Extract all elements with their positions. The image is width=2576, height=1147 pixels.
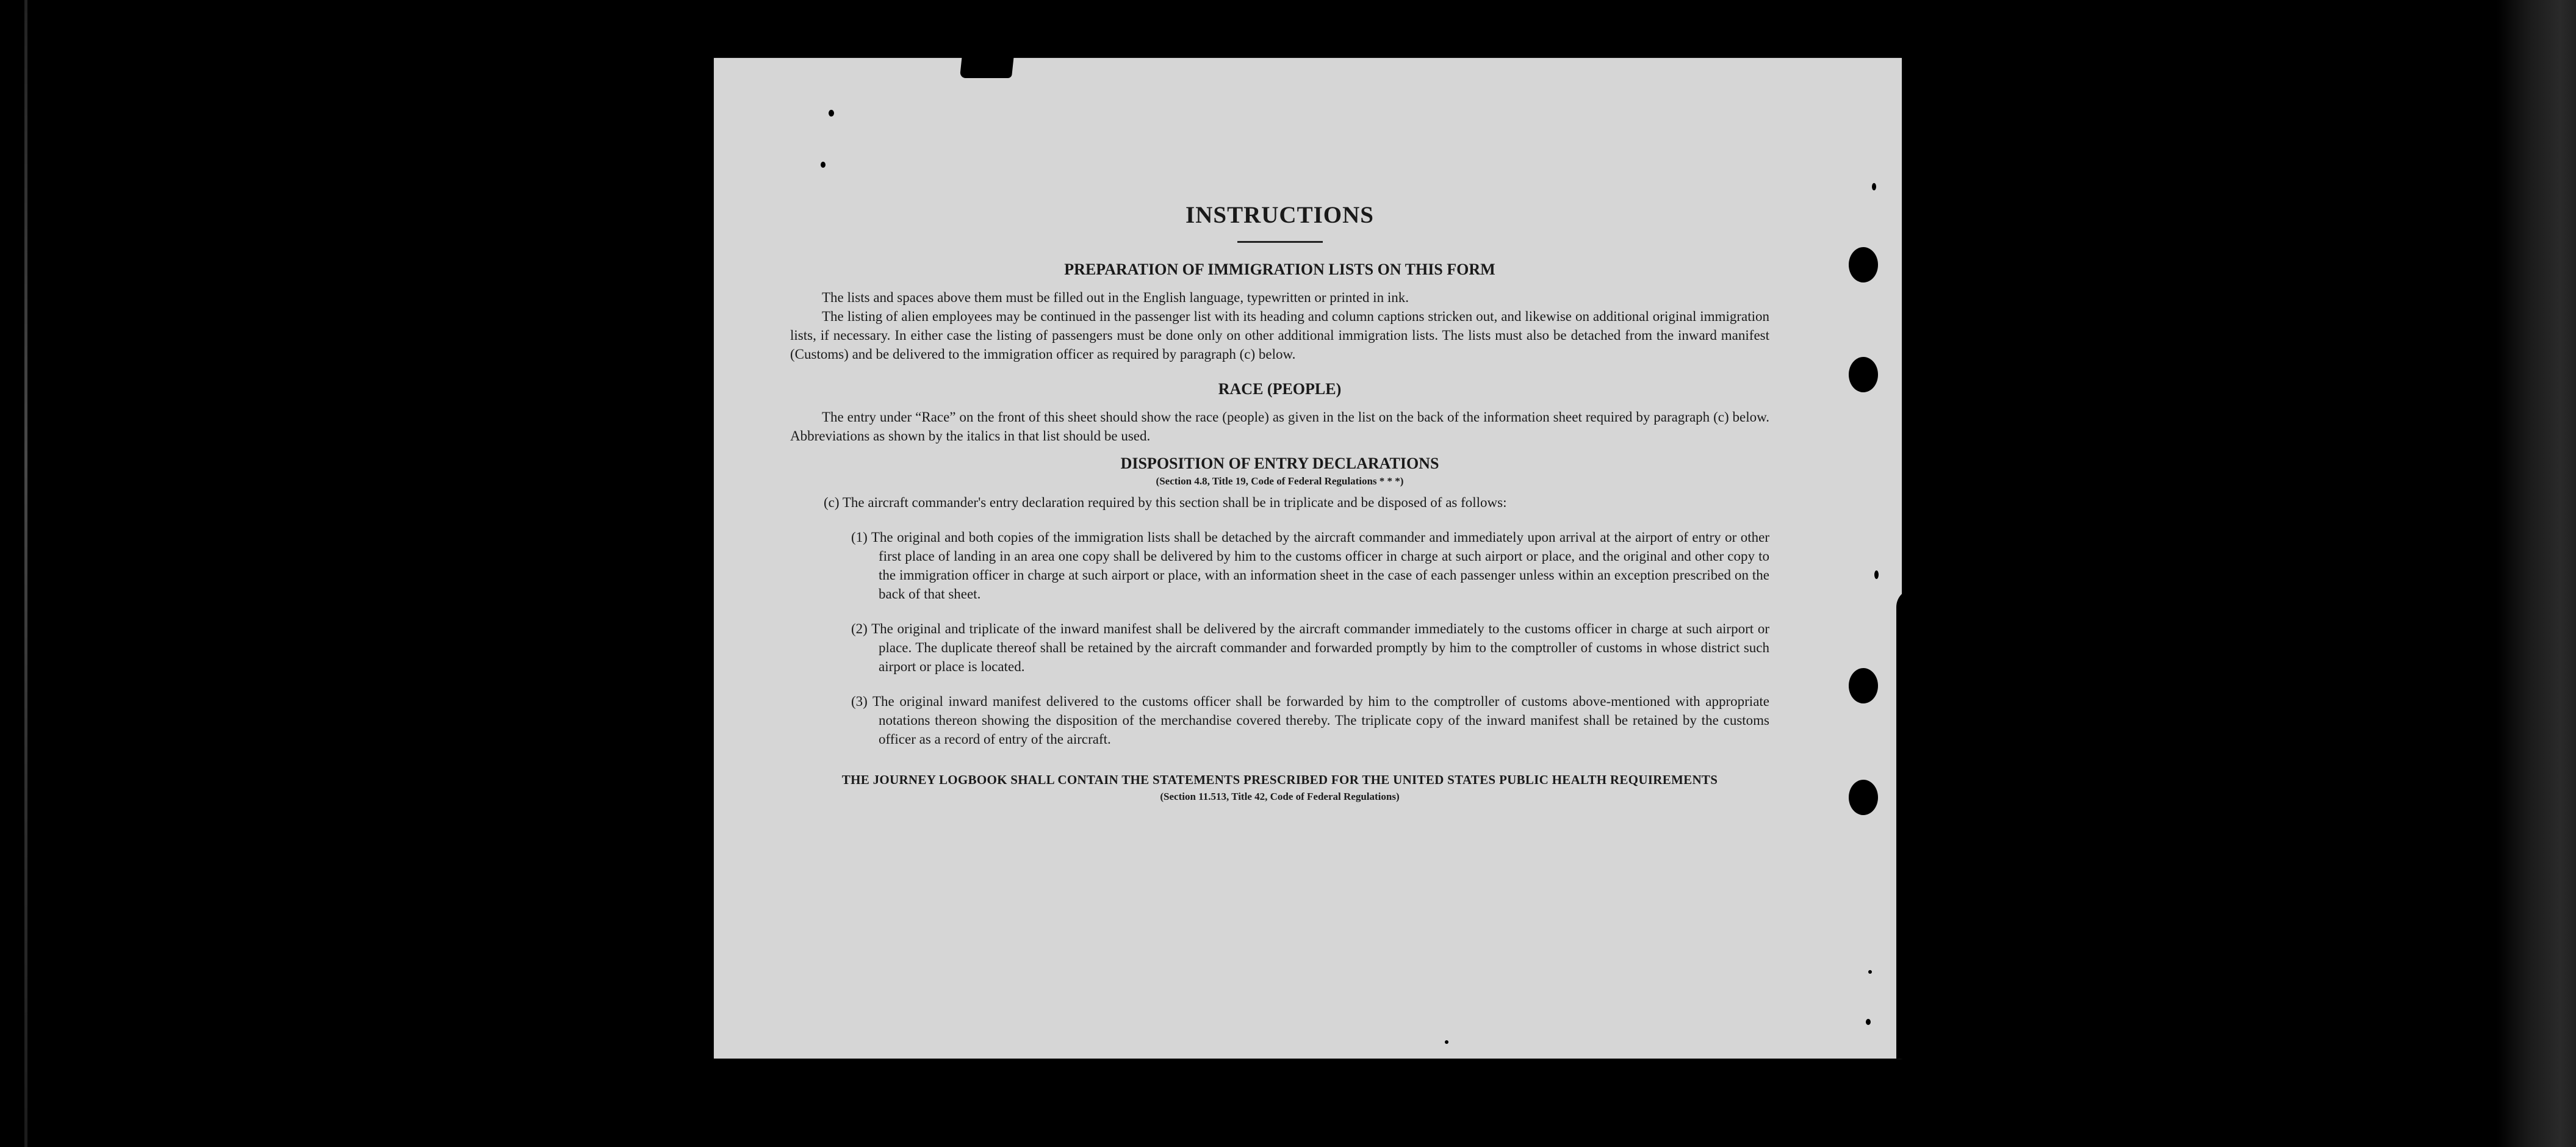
instructions-content — [790, 201, 1769, 805]
page-torn-notch — [960, 54, 1014, 78]
ink-speck — [1874, 570, 1879, 579]
film-edge-left — [24, 0, 27, 1147]
film-edge-right — [2497, 0, 2576, 1147]
ink-speck — [1445, 1040, 1448, 1044]
page-right-edge-cutout — [1896, 589, 1915, 1059]
ink-speck — [1872, 183, 1876, 190]
ink-speck — [1866, 1019, 1871, 1025]
heading-disposition: DISPOSITION OF ENTRY DECLARATIONS — [1120, 455, 1439, 472]
paragraph-entry-declaration: (c) The aircraft commander's entry declaration required by this section shall be in triplicate and be disposed of as follows: — [824, 495, 1507, 510]
list-item: (2) The original and triplicate of the inward manifest shall be delivered by the aircraft commander immediately to the customs officer in charge at such airport or place. The duplicate thereof shall be retained by the aircraft commander and forwarded promptly by him to the comptroller of customs in whose district such airport or place is located. — [851, 621, 1769, 674]
paragraph-alien-employees: The listing of alien employees may be continued in the passenger list with its heading and column captions stricken out, and likewise on additional original immigration lists, if necessary. In either case the listing of passengers must be done only on other additional immigration lists. The lists must also be detached from the inward manifest (Customs) and be delivered to the immigration officer as required by paragraph (c) below. — [790, 309, 1769, 362]
title-divider — [1237, 241, 1323, 243]
paragraph-race: The entry under “Race” on the front of this sheet should show the race (people) as given in the list on the back of the information sheet required by paragraph (c) below. Abbreviations as shown by the italics in that list should be used. — [790, 409, 1769, 444]
list-item: (1) The original and both copies of the immigration lists shall be detached by the aircraft commander and immediately upon arrival at the airport of entry or other first place of landing in an area one copy shall be delivered by him to the customs officer in charge at such airport or place, and the original and other copy to the immigration officer in charge at such airport or place, with an information sheet in the case of each passenger unless within an exception prescribed on the back of that sheet. — [851, 530, 1769, 602]
binder-hole-icon — [1849, 668, 1878, 703]
heading-race: RACE (PEOPLE) — [1218, 380, 1342, 398]
ink-speck — [829, 110, 834, 117]
list-item: (3) The original inward manifest delivered to the customs officer shall be forwarded by him to the comptroller of customs above-mentioned with appropriate notations thereon showing the disposition of the merchandise covered thereby. The triplicate copy of the inward manifest shall be retained by the customs officer as a record of entry of the aircraft. — [851, 694, 1769, 747]
subheading-disposition-citation: (Section 4.8, Title 19, Code of Federal Regulations * * *) — [1156, 475, 1404, 487]
binder-hole-icon — [1849, 357, 1878, 392]
ink-speck — [1868, 970, 1872, 974]
footer-citation: (Section 11.513, Title 42, Code of Federal Regulations) — [1160, 791, 1400, 802]
heading-preparation: PREPARATION OF IMMIGRATION LISTS ON THIS FORM — [1064, 261, 1495, 278]
ink-speck — [821, 162, 826, 168]
footer-health-requirements: THE JOURNEY LOGBOOK SHALL CONTAIN THE STATEMENTS PRESCRIBED FOR THE UNITED STATES PUBLIC HEALTH REQUIREMENTS — [841, 772, 1718, 787]
page-title: INSTRUCTIONS — [1185, 202, 1374, 228]
binder-hole-icon — [1849, 247, 1878, 282]
paragraph-english-language: The lists and spaces above them must be filled out in the English language, typewritten or printed in ink. — [822, 290, 1409, 305]
binder-hole-icon — [1849, 780, 1878, 815]
